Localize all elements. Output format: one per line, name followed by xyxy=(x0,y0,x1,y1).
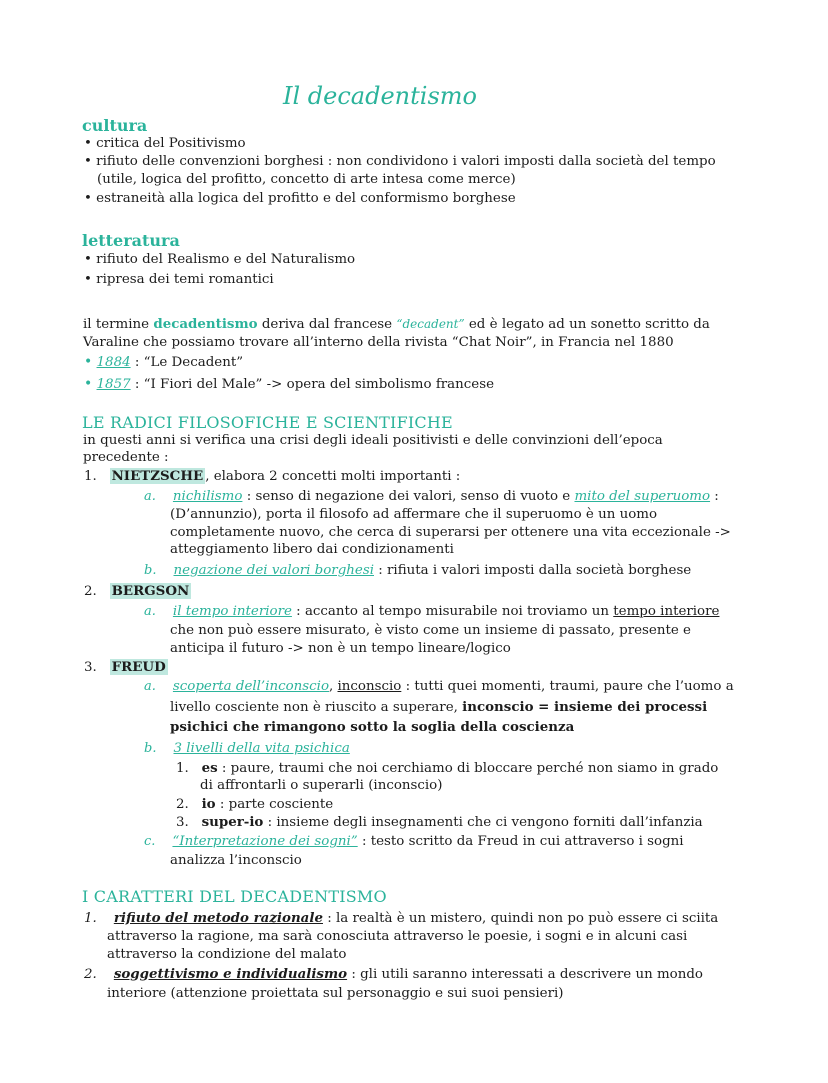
paragraph-line: atteggiamento libero dai condizionamenti xyxy=(170,542,454,557)
page-title: Il decadentismo xyxy=(283,82,477,110)
paragraph-line: che non può essere misurato, è visto come un insieme di passato, presente e xyxy=(170,623,691,638)
list-item: 2. io : parte cosciente xyxy=(176,796,334,812)
bullet-icon: • xyxy=(84,252,92,267)
list-item: a. il tempo interiore : accanto al tempo misurabile noi troviamo un tempo interiore xyxy=(144,604,720,619)
list-item: • critica del Positivismo xyxy=(84,136,246,151)
list-item: 3. super-io : insieme degli insegnamenti che ci vengono forniti dall’infanzia xyxy=(176,814,703,830)
paragraph-line: interiore (attenzione proiettata sul personaggio e sui suoi pensieri) xyxy=(107,986,564,1001)
list-item: 2. soggettivismo e individualismo : gli utili saranno interessati a descrivere un mondo xyxy=(84,966,703,982)
heading-caratteri: I CARATTERI DEL DECADENTISMO xyxy=(82,887,387,906)
paragraph-line: in questi anni si verifica una crisi degli ideali positivisti e delle convinzioni dell’epoca xyxy=(83,433,663,448)
paragraph-line: di affrontarli o superarli (inconscio) xyxy=(200,778,443,793)
list-item: c. “Interpretazione dei sogni” : testo scritto da Freud in cui attraverso i sogni xyxy=(144,834,684,849)
paragraph-line: anticipa il futuro -> non è un tempo lineare/logico xyxy=(170,641,511,656)
list-item: 2. BERGSON xyxy=(84,583,190,599)
paragraph-line: (D’annunzio), porta il filosofo ad affermare che il superuomo è un uomo xyxy=(170,507,658,522)
list-item: 1. es : paure, traumi che noi cerchiamo di bloccare perché non siamo in grado xyxy=(176,760,719,776)
paragraph-line: livello cosciente non è riuscito a superare, inconscio = insieme dei processi xyxy=(170,699,708,715)
bullet-icon: • xyxy=(84,354,93,370)
heading-cultura: cultura xyxy=(82,116,148,135)
list-item: b. negazione dei valori borghesi : rifiuta i valori imposti dalla società borghese xyxy=(144,563,692,578)
list-item: a. scoperta dell’inconscio, inconscio : tutti quei momenti, traumi, paure che l’uomo a xyxy=(144,679,734,694)
list-item: 3. FREUD xyxy=(84,659,166,675)
list-item-continuation: (utile, logica del profitto, concetto di arte intesa come merce) xyxy=(97,172,516,187)
bullet-icon: • xyxy=(84,154,92,169)
bullet-icon: • xyxy=(84,272,92,287)
paragraph-line: precedente : xyxy=(83,450,169,465)
paragraph-line: Varaline che possiamo trovare all’interno della rivista “Chat Noir”, in Francia nel 1880 xyxy=(83,335,674,350)
list-item: b. 3 livelli della vita psichica xyxy=(144,741,350,756)
heading-letteratura: letteratura xyxy=(82,231,180,250)
paragraph-line: il termine decadentismo deriva dal francese “decadent” ed è legato ad un sonetto scritto da xyxy=(83,316,710,332)
list-item: a. nichilismo : senso di negazione dei valori, senso di vuoto e mito del superuomo : xyxy=(144,489,719,504)
list-item: • rifiuto del Realismo e del Naturalismo xyxy=(84,252,356,267)
bullet-icon: • xyxy=(84,136,92,151)
paragraph-line: attraverso la ragione, ma sarà conosciuta attraverso le poesie, i sogni e in alcuni casi xyxy=(107,929,688,944)
list-item: 1. NIETZSCHE , elabora 2 concetti molti importanti : xyxy=(84,468,461,484)
bullet-icon: • xyxy=(84,376,93,392)
list-item: • estraneità alla logica del profitto e del conformismo borghese xyxy=(84,191,516,206)
list-item: • rifiuto delle convenzioni borghesi : non condividono i valori imposti dalla società del tempo xyxy=(84,154,716,169)
paragraph-line: completamente nuovo, che cerca di superarsi per ottenere una vita eccezionale -> xyxy=(170,525,731,540)
heading-radici: LE RADICI FILOSOFICHE E SCIENTIFICHE xyxy=(82,413,453,432)
list-item: 1. rifiuto del metodo razionale : la realtà è un mistero, quindi non po può essere ci sciita xyxy=(84,910,719,926)
list-item: • ripresa dei temi romantici xyxy=(84,272,274,287)
paragraph-line: analizza l’inconscio xyxy=(170,853,302,868)
paragraph-line: attraverso la condizione del malato xyxy=(107,947,347,962)
list-item: • 1857 : “I Fiori del Male” -> opera del simbolismo francese xyxy=(84,376,495,392)
bullet-icon: • xyxy=(84,191,92,206)
list-item: • 1884 : “Le Decadent” xyxy=(84,354,244,370)
paragraph-line: psichici che rimangono sotto la soglia della coscienza xyxy=(170,719,575,735)
